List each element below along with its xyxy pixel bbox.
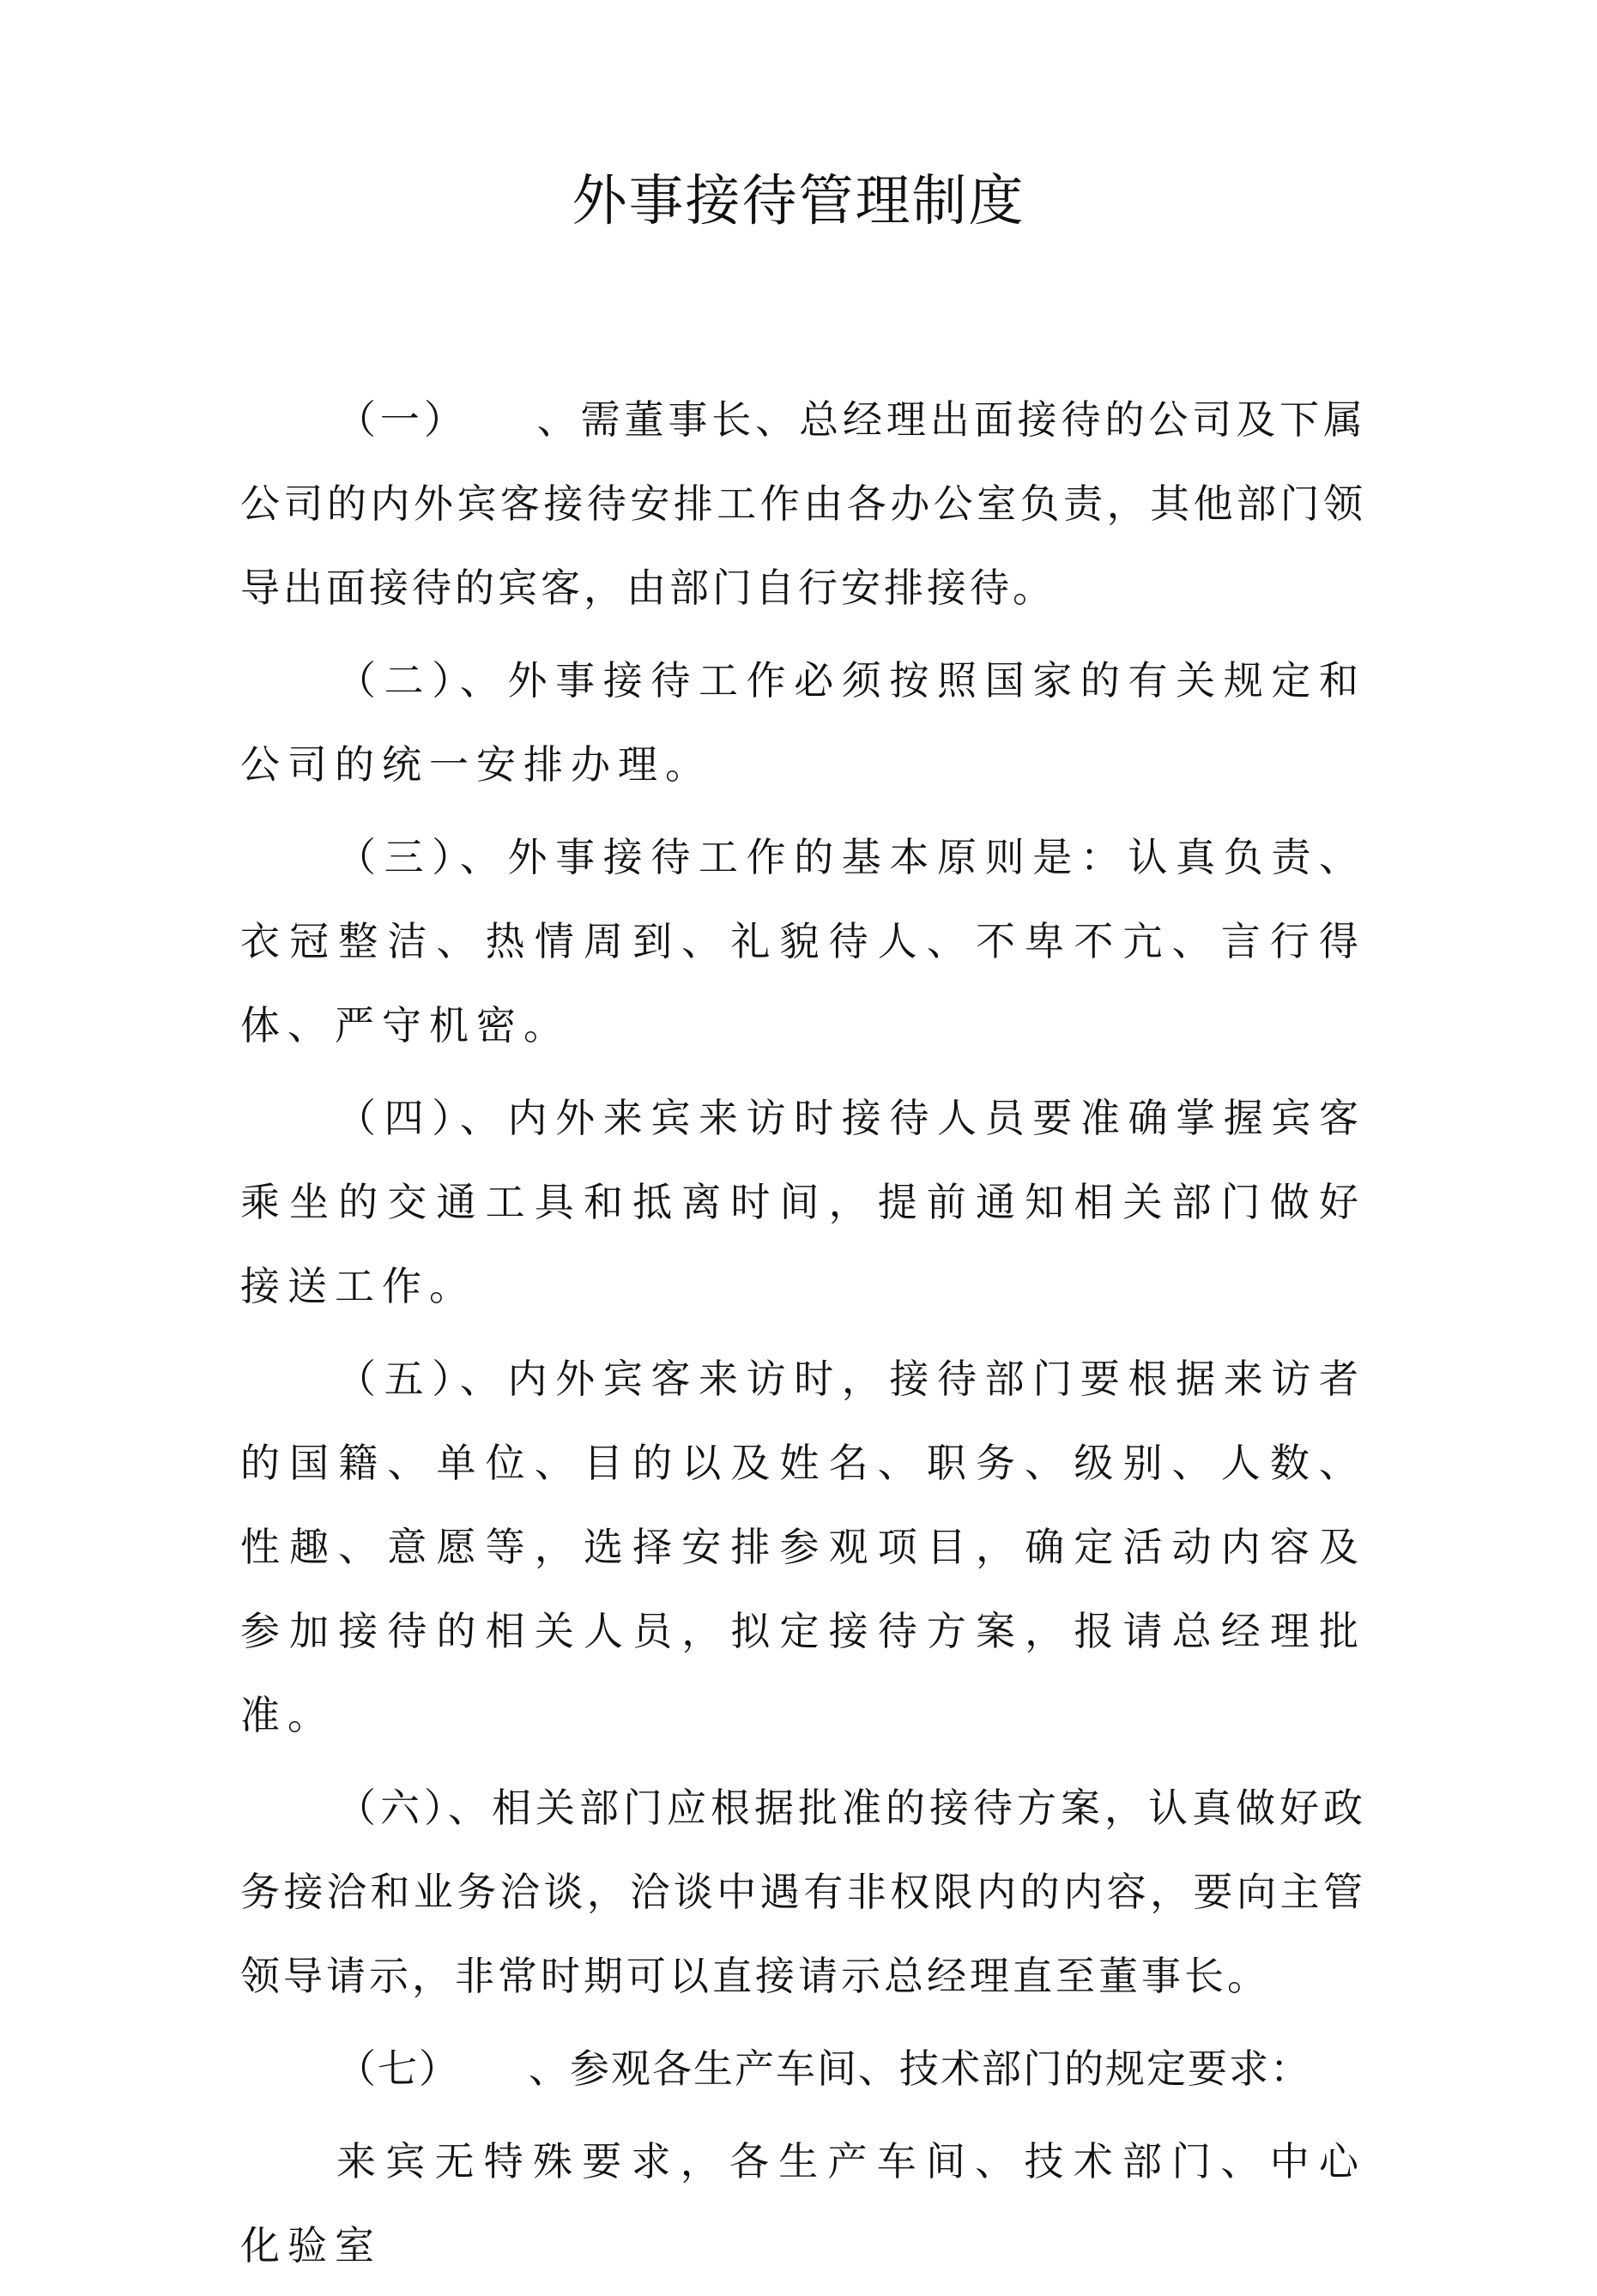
paragraph-2: （二）、外事接待工作必须按照国家的有关规定和公司的统一安排办理。	[240, 657, 1366, 788]
document-title: 外事接待管理制度	[572, 170, 1025, 233]
paragraph-6: （六）、相关部门应根据批准的接待方案，认真做好政务接洽和业务洽谈，洽谈中遇有非权限内的内容，要向主管领导请示，非常时期可以直接请示总经理直至董事长。	[240, 1785, 1366, 1999]
paragraph-1-text: 、需董事长、总经理出面接待的公司及下属公司的内外宾客接待安排工作由各办公室负责，其他部门领导出面接待的宾客，由部门自行安排接待。	[240, 396, 1367, 611]
paragraph-3: （三）、外事接待工作的基本原则是：认真负责、衣冠整洁、热情周到、礼貌待人、不卑不亢、言行得体、严守机密。	[240, 834, 1366, 1048]
paragraph-4: （四）、内外来宾来访时接待人员要准确掌握宾客乘坐的交通工具和抵离时间，提前通知相关部门做好接送工作。	[240, 1095, 1366, 1309]
paragraph-7-label: （七）	[336, 2045, 460, 2092]
paragraph-7-text: 、参观各生产车间、技术部门的规定要求：	[529, 2045, 1311, 2092]
paragraph-1	[240, 378, 1366, 630]
paragraph-5: （五）、内外宾客来访时，接待部门要根据来访者的国籍、单位、目的以及姓名、职务、级别、人数、性趣、意愿等，选择安排参观项目，确定活动内容及参加接待的相关人员，拟定接待方案，报请总经理批准。	[240, 1356, 1366, 1738]
paragraph-8: 来宾无特殊要求，各生产车间、技术部门、中心化验室	[240, 2138, 1366, 2269]
paragraph-1-label: （一）	[336, 396, 468, 443]
document-body	[240, 378, 1366, 2296]
paragraph-7	[240, 2027, 1366, 2111]
